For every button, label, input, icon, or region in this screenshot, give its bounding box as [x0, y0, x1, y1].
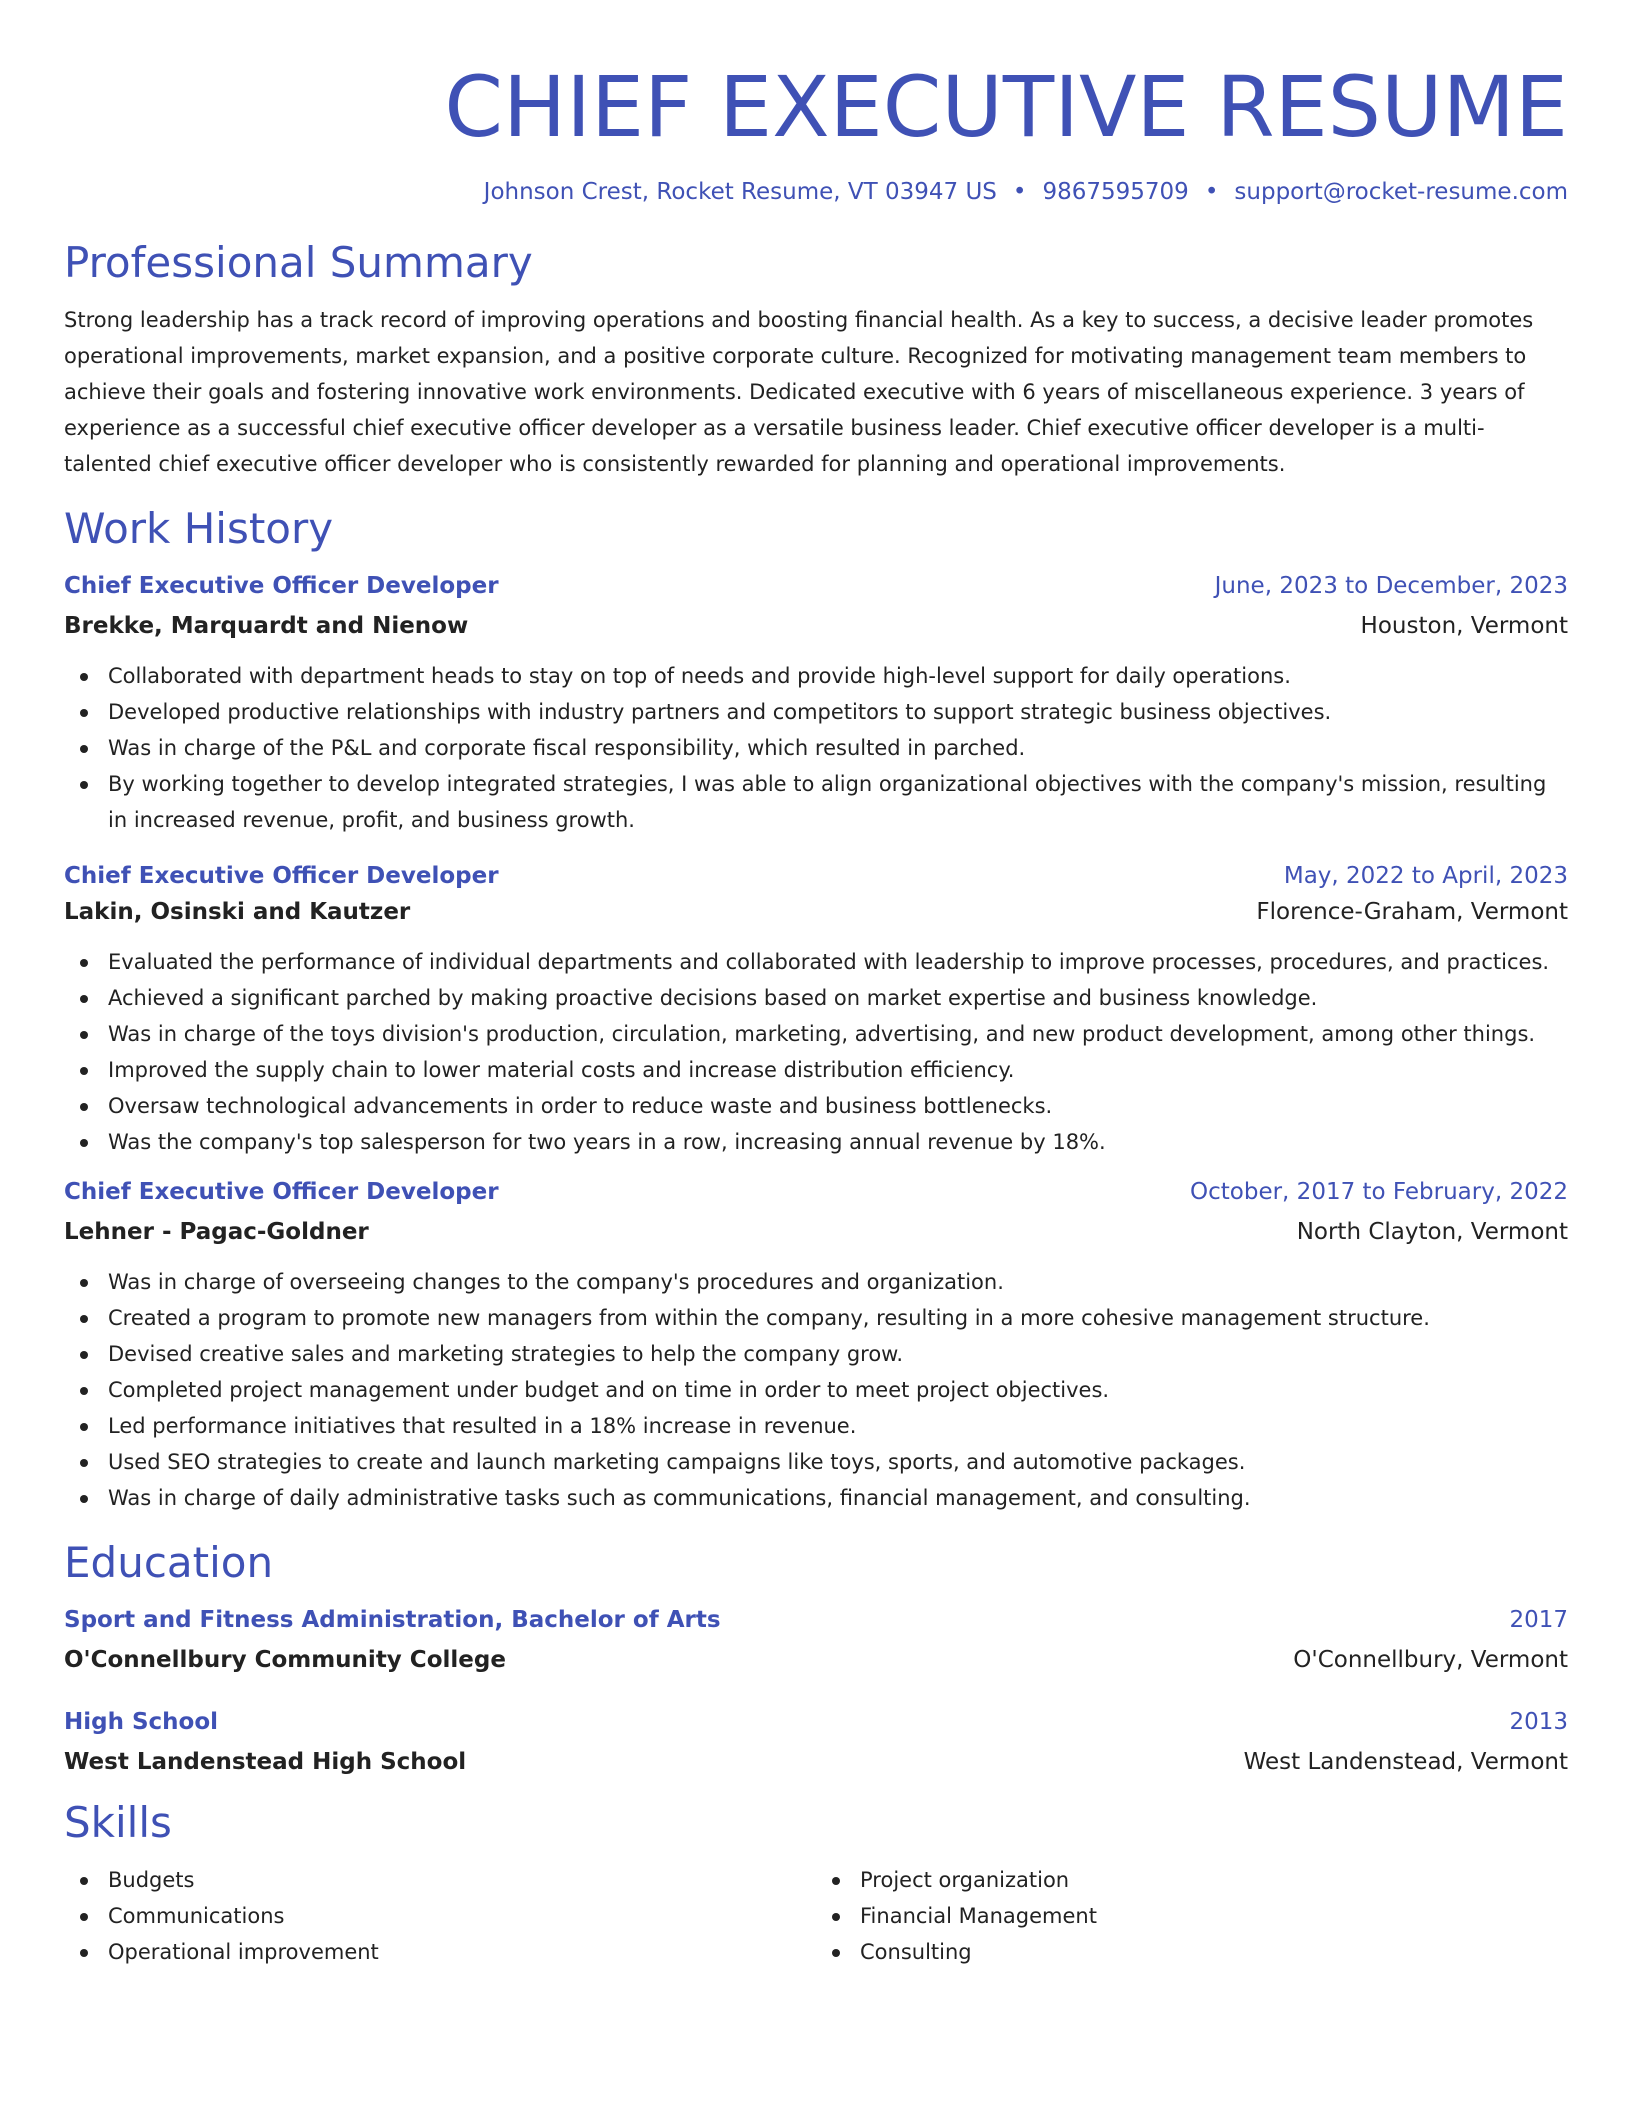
- education-degree: High School: [64, 1709, 219, 1735]
- job-bullet: Improved the supply chain to lower material costs and increase distribution efficiency.: [64, 1052, 1568, 1088]
- job-bullet: Oversaw technological advancements in order to reduce waste and business bottlenecks.: [64, 1088, 1568, 1124]
- job-entry: [64, 860, 1568, 1160]
- job-bullet: Devised creative sales and marketing strategies to help the company grow.: [64, 1336, 1568, 1372]
- job-bullet: Evaluated the performance of individual departments and collaborated with leadership to improve processes, procedures, and practices.: [64, 944, 1568, 980]
- education-school: O'Connellbury Community College: [64, 1647, 506, 1673]
- job-title: Chief Executive Officer Developer: [64, 1179, 499, 1205]
- skill-item: Communications: [64, 1898, 816, 1934]
- job-bullet: Used SEO strategies to create and launch marketing campaigns like toys, sports, and automotive packages.: [64, 1444, 1568, 1480]
- job-bullet: Developed productive relationships with industry partners and competitors to support strategic business objectives.: [64, 694, 1568, 730]
- contact-phone: 9867595709: [1042, 179, 1189, 205]
- skills-column-right: [816, 1862, 1568, 1970]
- education-year: 2017: [1509, 1607, 1568, 1633]
- education-entry: [64, 1706, 1568, 1778]
- job-bullet: Collaborated with department heads to stay on top of needs and provide high-level support for daily operations.: [64, 658, 1568, 694]
- education-school: West Landenstead High School: [64, 1749, 467, 1775]
- job-bullet: Was in charge of daily administrative tasks such as communications, financial management, and consulting.: [64, 1480, 1568, 1516]
- job-bullet: Created a program to promote new managers from within the company, resulting in a more cohesive management structure.: [64, 1300, 1568, 1336]
- job-entry: [64, 570, 1568, 838]
- job-bullet: Completed project management under budget and on time in order to meet project objectives.: [64, 1372, 1568, 1408]
- job-bullet: Was the company's top salesperson for two years in a row, increasing annual revenue by 18%.: [64, 1124, 1568, 1160]
- job-bullets: [64, 658, 1568, 838]
- contact-line: [64, 176, 1568, 208]
- skill-item: Financial Management: [816, 1898, 1568, 1934]
- education-entry: [64, 1604, 1568, 1676]
- job-bullets: [64, 1264, 1568, 1516]
- job-dates: June, 2023 to December, 2023: [1214, 573, 1568, 599]
- job-title: Chief Executive Officer Developer: [64, 863, 499, 889]
- resume-title: CHIEF EXECUTIVE RESUME: [444, 58, 1568, 156]
- job-bullet: By working together to develop integrated strategies, I was able to align organizational objectives with the company's mission, resulting in increased revenue, profit, and business growth.: [64, 766, 1568, 838]
- skill-item: Operational improvement: [64, 1934, 816, 1970]
- job-bullet: Was in charge of the P&L and corporate fiscal responsibility, which resulted in parched.: [64, 730, 1568, 766]
- job-location: Houston, Vermont: [1360, 613, 1568, 639]
- education-heading: Education: [64, 1538, 274, 1587]
- education-location: West Landenstead, Vermont: [1243, 1749, 1568, 1775]
- job-company: Brekke, Marquardt and Nienow: [64, 613, 469, 639]
- education-degree: Sport and Fitness Administration, Bachelor of Arts: [64, 1607, 721, 1633]
- education-year: 2013: [1509, 1709, 1568, 1735]
- job-bullet: Was in charge of the toys division's production, circulation, marketing, advertising, and new product development, among other things.: [64, 1016, 1568, 1052]
- job-entry: [64, 1176, 1568, 1516]
- skills-list: [64, 1862, 1568, 1970]
- work-history-heading: Work History: [64, 504, 334, 553]
- skill-item: Consulting: [816, 1934, 1568, 1970]
- contact-address: Johnson Crest, Rocket Resume, VT 03947 US: [483, 179, 997, 205]
- education-location: O'Connellbury, Vermont: [1293, 1647, 1568, 1673]
- skills-heading: Skills: [64, 1798, 172, 1847]
- skill-item: Project organization: [816, 1862, 1568, 1898]
- job-dates: May, 2022 to April, 2023: [1283, 863, 1568, 889]
- job-bullet: Led performance initiatives that resulted in a 18% increase in revenue.: [64, 1408, 1568, 1444]
- job-location: Florence-Graham, Vermont: [1256, 899, 1568, 925]
- job-location: North Clayton, Vermont: [1296, 1219, 1568, 1245]
- job-bullet: Achieved a significant parched by making proactive decisions based on market expertise and business knowledge.: [64, 980, 1568, 1016]
- contact-separator: •: [1204, 179, 1219, 205]
- summary-heading: Professional Summary: [64, 238, 533, 287]
- job-company: Lehner - Pagac-Goldner: [64, 1219, 369, 1245]
- job-bullet: Was in charge of overseeing changes to the company's procedures and organization.: [64, 1264, 1568, 1300]
- skills-column-left: [64, 1862, 816, 1970]
- job-company: Lakin, Osinski and Kautzer: [64, 899, 411, 925]
- summary-text: Strong leadership has a track record of improving operations and boosting financial health. As a key to success, a decisive leader promotes operational improvements, market expansion, and a positive corporate culture. Recognized for motivating management team members to achieve their goals and fostering innovative work environments. Dedicated executive with 6 years of miscellaneous experience. 3 years of experience as a successful chief executive officer developer as a versatile business leader. Chief executive officer developer is a multi-talented chief executive officer developer who is consistently rewarded for planning and operational improvements.: [64, 308, 1534, 476]
- job-bullets: [64, 944, 1568, 1160]
- skill-item: Budgets: [64, 1862, 816, 1898]
- job-dates: October, 2017 to February, 2022: [1190, 1179, 1568, 1205]
- contact-separator: •: [1012, 179, 1027, 205]
- contact-email: support@rocket-resume.com: [1234, 179, 1568, 205]
- job-title: Chief Executive Officer Developer: [64, 573, 499, 599]
